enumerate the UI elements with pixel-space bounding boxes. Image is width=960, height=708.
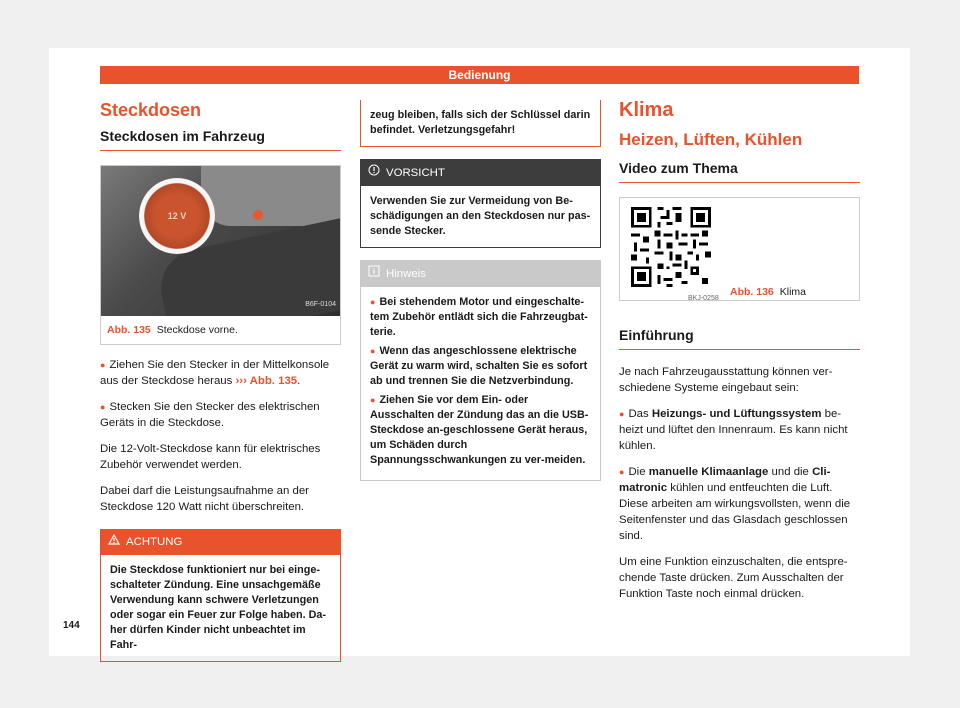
text-fragment: Das (628, 408, 652, 420)
instruction-1-end: . (297, 375, 301, 387)
text-fragment: Die (628, 466, 649, 478)
instruction-2 (100, 399, 341, 431)
socket-label: 12 V (167, 211, 187, 221)
note-item (370, 344, 591, 389)
figure-number: Abb. 136 (730, 286, 774, 298)
warning-text: Die Steckdose funktioniert nur bei einge-schalteter Zündung. Eine unsachgemäße Verwendung kann schwere Verletzungen oder sogar ein Feuer zur Folge haben. Da-her dürfen Kinder nicht unbeachtet im Fahr- (100, 555, 341, 662)
figure-code: B6F-0104 (305, 301, 336, 308)
term-climatronic: Cli-matronic (619, 466, 831, 494)
function-paragraph: Um eine Funktion einzuschalten, die entspre-chende Taste drücken. Zum Ausschalten der Funktion Taste noch einmal drücken. (619, 556, 848, 600)
figure-caption-text: Steckdose vorne. (156, 324, 238, 336)
figure-caption-text: Klima (779, 286, 807, 298)
system-item-1 (619, 406, 860, 454)
section-header: Bedienung (100, 66, 859, 84)
warning-triangle-icon (108, 534, 120, 550)
instruction-2-text: Stecken Sie den Stecker des elektrischen Geräts in die Steckdose. (100, 401, 320, 429)
figure-socket (100, 165, 341, 345)
term-heating-ventilation: Heizungs- und Lüftungssystem (651, 408, 822, 420)
page-number: 144 (63, 620, 80, 631)
info-icon (368, 265, 380, 282)
warning-header (100, 529, 341, 555)
system-item-2 (619, 464, 860, 544)
note-body (360, 287, 601, 481)
figure-number: Abb. 135 (107, 324, 151, 336)
column-3 (619, 98, 860, 612)
caution-circle-icon (368, 164, 380, 181)
figure-caption (730, 284, 806, 300)
caution-box (360, 159, 601, 248)
note-title: Hinweis (386, 267, 426, 280)
warning-continuation: zeug bleiben, falls sich der Schlüssel darin befindet. Verletzungsgefahr! (360, 100, 601, 147)
figure-caption (101, 316, 340, 344)
text-fragment: be-heizt und lüftet den Innenraum. Es kann nicht kühlen. (619, 408, 848, 452)
video-heading: Video zum Thema (619, 160, 860, 183)
warning-box (100, 529, 341, 662)
qr-code-icon[interactable] (628, 204, 714, 290)
figure-link[interactable]: ››› Abb. 135 (235, 375, 298, 387)
intro-heading: Einführung (619, 327, 860, 350)
term-manual-ac: manuelle Klimaanlage (648, 466, 769, 478)
column-1 (100, 98, 341, 662)
figure-qr (619, 197, 860, 301)
note-item (370, 393, 591, 468)
chapter-subtitle: Heizen, Lüften, Kühlen (619, 130, 803, 149)
caution-title: VORSICHT (386, 166, 445, 179)
instruction-1-text: Ziehen Sie den Stecker in der Mittelkonsole aus der Steckdose heraus (100, 359, 330, 387)
intro-paragraph: Je nach Fahrzeugausstattung können ver-schiedene Systeme eingebaut sein: (619, 366, 833, 394)
note-item-text: Wenn das angeschlossene elektrische Gerät zu warm wird, schalten Sie es sofort ab und trennen Sie die Netzverbindung. (370, 345, 588, 387)
section-title: Steckdosen (100, 100, 202, 120)
warning-title: ACHTUNG (126, 536, 183, 548)
instruction-1 (100, 357, 341, 389)
photo-tunnel (201, 166, 340, 226)
caution-text: Verwenden Sie zur Vermeidung von Be-schädigungen an den Steckdosen nur pas-sende Stecker. (360, 186, 601, 248)
paragraph-2: Dabei darf die Leistungsaufnahme an der Steckdose 120 Watt nicht überschreiten. (100, 485, 309, 513)
column-2 (360, 100, 601, 481)
paragraph-1: Die 12-Volt-Steckdose kann für elektrisches Zubehör verwendet werden. (100, 443, 321, 471)
note-item-text: Bei stehendem Motor und eingeschalte-tem Zubehör entlädt sich die Fahrzeugbat-terie. (370, 296, 588, 338)
text-fragment: kühlen und entfeuchten die Luft. Diese arbeiten am wirkungsvollsten, wenn die Seitenfenster und das Glasdach geschlossen sind. (619, 482, 851, 542)
socket-dot (253, 210, 263, 220)
note-box (360, 260, 601, 481)
caution-header (360, 159, 601, 186)
subsection-title: Steckdosen im Fahrzeug (100, 128, 341, 151)
note-header (360, 260, 601, 287)
note-item-text: Ziehen Sie vor dem Ein- oder Ausschalten der Zündung das an die USB-Steckdose an-geschlossene Gerät heraus, um Schäden durch Spannungsschwankungen zu ver-meiden. (370, 394, 589, 466)
chapter-title: Klima (619, 99, 674, 121)
text-fragment: und die (768, 466, 813, 478)
socket-photo (101, 166, 340, 316)
figure-code: BKJ-0258 (688, 295, 719, 302)
note-item (370, 295, 591, 340)
